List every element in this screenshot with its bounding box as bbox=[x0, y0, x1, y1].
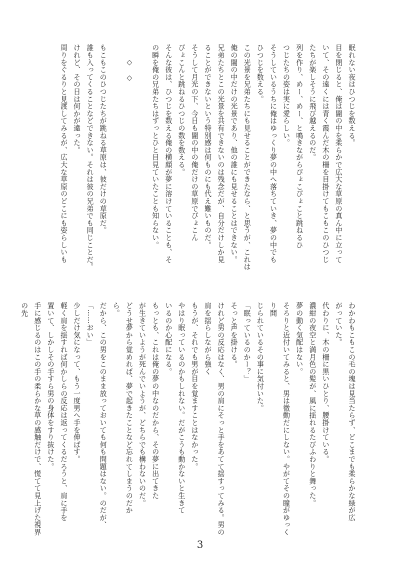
lower-text-block: わかわもこもこの毛の塊は見当たらず、どこまでも柔らかな緑が広 がっていた。 代わりに、木の柵に黒いひとり、腰掛けている。 濃紺の夜空と満月色の髪が、風に揺れるたびふわりと舞った。 夢の動く気配はない。 そろりと近付いてみると、男は微動だにしない。やがてその瞳がゆっくり開 じられているその事に気付いた。 「眠っているのかー？」 そっと声を掛ける。 けれど男の反応はなく、男の肩にそっと手をあてて揺すってみる。男の肩を揺らしながら強く もうが、それでも男が目を覚ますことはなかった。 やはり眠っているのかもしれない。だがこうも動かないと生きて いるのか心配になる。 もっとも、これは俺の夢の中なのだから、その夢に出てきた が生きていようが死んでいようが、どちらでも構わないのだ。 どうせ夢から覚めれば、夢で起きたことなど忘れてしまうのだか ら。 だから、この男をこのまま放っておいても何も問題はない。のだが、 「……おい」 少しだけ気になって、もう一度男へ手を伸ばす。 軽く肩を揺すれば何かしらの反応は返ってくるだろうと、肩に手を 置いて、しかしその手すら男の身体をすり抜けた。 手に感じるのはこの手の柔らかな草の感触だけで、慌てて見上げた視界の先 bbox=[20, 302, 356, 536]
upper-text-block: 眠れない夜はひつじを数える。 目を閉じると、俺は闇の中を柔らかで広大な草原の真ん中に立って いて、その遠くには青く霞んだ木の柵を目掛けてもこもこのひつじ たちが楽しそうに飛び越えるのだ。 列を作り、めー、めー、と鳴きながらぴょこぴょこと跳ねるひ つじたちの姿は実に愛らしい。 そうしているうちに俺はゆっくり夢の中へ落ちていき、夢の中でも ひつじを数える。 この光景を兄弟たちにも見せることができたなら、と思うが、これは 俺の闇の中だけの光景であり、他の誰にも見せることはできない。 兄弟たちとこの光景を共有できないのは残念だが、自分だけしか見 ることができないという特別感は何ものにも代え難いものだ。 そうして月光の下、今日も闇の中の俺だけの草原でぴょこん ぴょこんと跳ねるひつじの数を数える。 そんな彼は、ひつじを数える俺の横顔が夢に溶けていることも、そ の瞬を俺の兄弟たちはずっとひと目見ていたことも知らない。 ◇ ◇ もこもこのひつじたちが跳ねる草原は、彼だけの草原だ。 誰も入ってくることなどできない。それは彼の兄弟でも同じことだ。 けれど、その日は何かが違った。 周りをぐるりと見渡してみるが、広大な草原のどこにも姿らしいも bbox=[59, 44, 356, 271]
page-number: 3 bbox=[196, 540, 204, 551]
